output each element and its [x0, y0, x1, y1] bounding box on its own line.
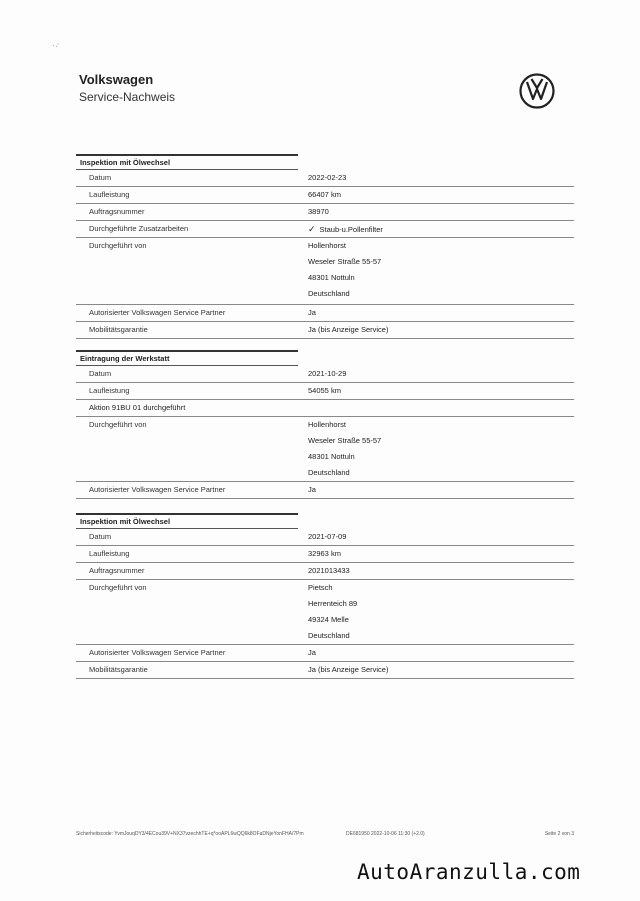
service-entry-2 [76, 350, 574, 499]
section-title: Eintragung der Werkstatt [76, 352, 298, 366]
watermark-text: AutoAranzulla.com [357, 860, 581, 884]
security-code: Sicherheitscode: YvmJouqDY3/4ECou39V+NX37vzechhTE+q*ooAPL6wQQ6k8OFaDNjeYonFHA/7Pm [76, 831, 304, 837]
row-zusatzarbeiten: Durchgeführte Zusatzarbeiten ✓ Staub-u.Pollenfilter [76, 221, 574, 238]
row-durchgefuehrt-von: Durchgeführt von Hollenhorst Weseler Straße 55-57 48301 Nottuln Deutschland [76, 238, 574, 305]
document-id: DE681950 2022-10-06 11:30 (+2.0) [346, 831, 425, 837]
row-durchgefuehrt-von: Durchgeführt von Hollenhorst Weseler Straße 55-57 48301 Nottuln Deutschland [76, 417, 574, 482]
row-datum: Datum 2022-02-23 [76, 170, 574, 187]
row-mobilitaetsgarantie: Mobilitätsgarantie Ja (bis Anzeige Service) [76, 322, 574, 339]
row-auftragsnummer: Auftragsnummer 38970 [76, 204, 574, 221]
row-mobilitaetsgarantie: Mobilitätsgarantie Ja (bis Anzeige Service) [76, 662, 574, 679]
brand-title: Volkswagen [79, 72, 154, 87]
row-aktion: Aktion 91BU 01 durchgeführt [76, 400, 574, 417]
service-entry-3 [76, 513, 574, 679]
row-laufleistung: Laufleistung 54055 km [76, 383, 574, 400]
row-service-partner: Autorisierter Volkswagen Service Partner Ja [76, 645, 574, 662]
row-datum: Datum 2021-10-29 [76, 366, 574, 383]
scan-artifact: ·.· [50, 38, 61, 51]
row-laufleistung: Laufleistung 66407 km [76, 187, 574, 204]
row-durchgefuehrt-von: Durchgeführt von Pietsch Herrenteich 89 49324 Melle Deutschland [76, 580, 574, 645]
service-entry-1 [76, 154, 574, 339]
row-service-partner: Autorisierter Volkswagen Service Partner Ja [76, 482, 574, 499]
document-subtitle: Service-Nachweis [79, 90, 176, 104]
checkmark-icon: ✓ [308, 224, 316, 234]
row-datum: Datum 2021-07-09 [76, 529, 574, 546]
vw-logo-icon [519, 73, 555, 109]
row-auftragsnummer: Auftragsnummer 2021013433 [76, 563, 574, 580]
row-laufleistung: Laufleistung 32963 km [76, 546, 574, 563]
section-title: Inspektion mit Ölwechsel [76, 515, 298, 529]
page-number: Seite 2 von 3 [544, 831, 574, 837]
section-title: Inspektion mit Ölwechsel [76, 156, 298, 170]
row-service-partner: Autorisierter Volkswagen Service Partner Ja [76, 305, 574, 322]
